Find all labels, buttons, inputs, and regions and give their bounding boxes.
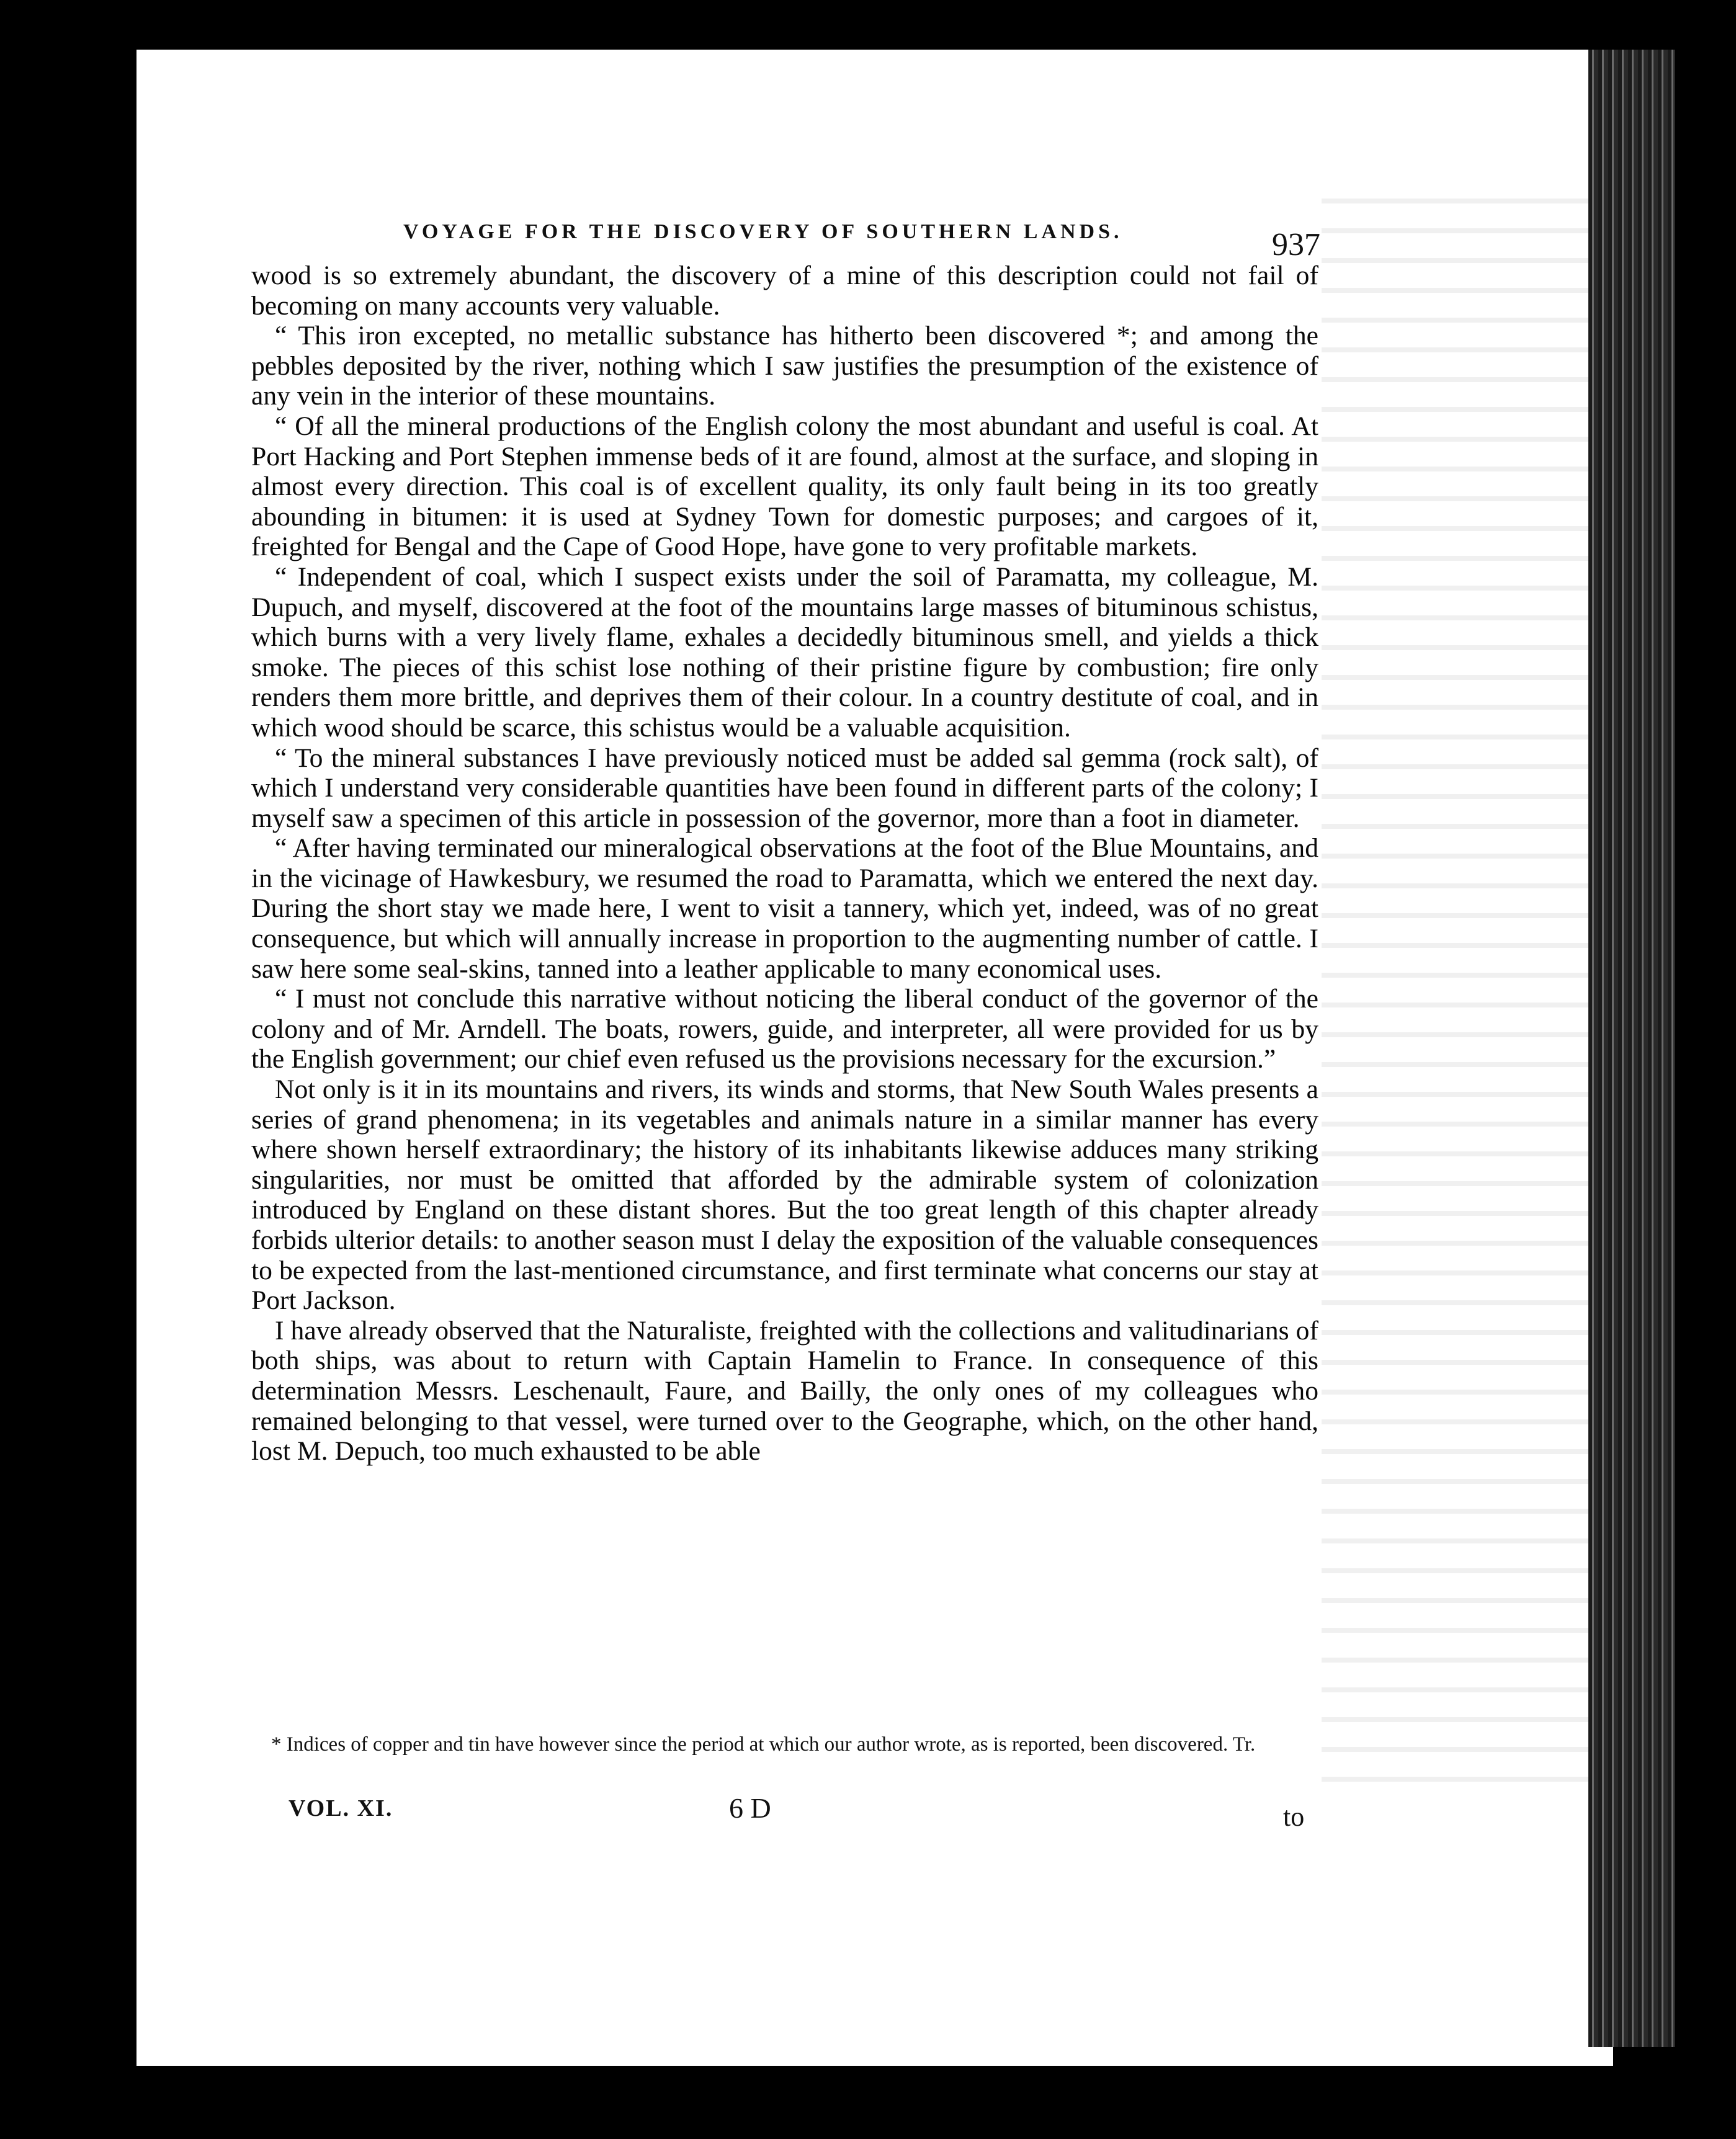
bleed-through-text — [1322, 174, 1588, 1787]
paragraph: wood is so extremely abundant, the discovery of a mine of this description could not fail of becoming on many accounts very valuable. — [251, 261, 1318, 321]
running-title: VOYAGE FOR THE DISCOVERY OF SOUTHERN LANDS. — [403, 220, 1123, 243]
paragraph: “ This iron excepted, no metallic substance has hitherto been discovered *; and among the pebbles deposited by the river, nothing which I saw justifies the presumption of the existence of any vein in the interior of these mountains. — [251, 321, 1318, 411]
page-edges — [1588, 50, 1712, 2047]
paragraph: Not only is it in its mountains and rivers, its winds and storms, that New South Wales presents a series of grand phenomena; in its vegetables and animals nature in a similar manner has every where shown herself extraordinary; the history of its inhabitants likewise adduces many striking singularities, nor must be omitted that afforded by the admirable system of colonization introduced by England on these distant shores. But the too great length of this chapter already forbids ulterior details: to another season must I delay the exposition of the valuable consequences to be expected from the last-mentioned circumstance, and first terminate what concerns our stay at Port Jackson. — [251, 1074, 1318, 1316]
volume-mark: VOL. XI. — [289, 1795, 393, 1821]
catchword: to — [1283, 1802, 1305, 1832]
body-text — [251, 261, 1318, 1467]
page-number: 937 — [1272, 227, 1320, 262]
paragraph: “ Independent of coal, which I suspect exists under the soil of Paramatta, my colleague, M. Dupuch, and myself, discovered at the foot of the mountains large masses of bituminous schistus, which burns with a very lively flame, exhales a decidedly bituminous smell, and yields a thick smoke. The pieces of this schist lose nothing of their pristine figure by combustion; fire only renders them more brittle, and deprives them of their colour. In a country destitute of coal, and in which wood should be scarce, this schistus would be a valuable acquisition. — [251, 561, 1318, 743]
signature-mark: 6 D — [729, 1792, 771, 1824]
paragraph: I have already observed that the Naturaliste, freighted with the collections and valitudinarians of both ships, was about to return with Captain Hamelin to France. In consequence of this determination Messrs. Leschenault, Faure, and Bailly, the only ones of my colleagues who remained belonging to that vessel, were turned over to the Geographe, which, on the other hand, lost M. Depuch, too much exhausted to be able — [251, 1315, 1318, 1467]
paragraph: “ Of all the mineral productions of the English colony the most abundant and useful is coal. At Port Hacking and Port Stephen immense beds of it are found, almost at the surface, and sloping in almost every direction. This coal is of excellent quality, its only fault being in its too greatly abounding in bitumen: it is used at Sydney Town for domestic purposes; and cargoes of it, freighted for Bengal and the Cape of Good Hope, have gone to very profitable markets. — [251, 411, 1318, 562]
paragraph: “ To the mineral substances I have previously noticed must be added sal gemma (rock salt), of which I understand very considerable quantities have been found in different parts of the colony; I myself saw a specimen of this article in possession of the governor, more than a foot in diameter. — [251, 743, 1318, 833]
paragraph: “ After having terminated our mineralogical observations at the foot of the Blue Mountains, and in the vicinage of Hawkesbury, we resumed the road to Paramatta, which we entered the next day. During the short stay we made here, I went to visit a tannery, which yet, indeed, was of no great consequence, but which will annually increase in proportion to the augmenting number of cattle. I saw here some seal-skins, tanned into a leather applicable to many economical uses. — [251, 833, 1318, 984]
paragraph: “ I must not conclude this narrative without noticing the liberal conduct of the governor of the colony and of Mr. Arndell. The boats, rowers, guide, and interpreter, all were provided for us by the English government; our chief even refused us the provisions necessary for the excursion.” — [251, 984, 1318, 1074]
footnote: * Indices of copper and tin have however since the period at which our author wrote, as is reported, been discovered. Tr. — [271, 1733, 1256, 1756]
